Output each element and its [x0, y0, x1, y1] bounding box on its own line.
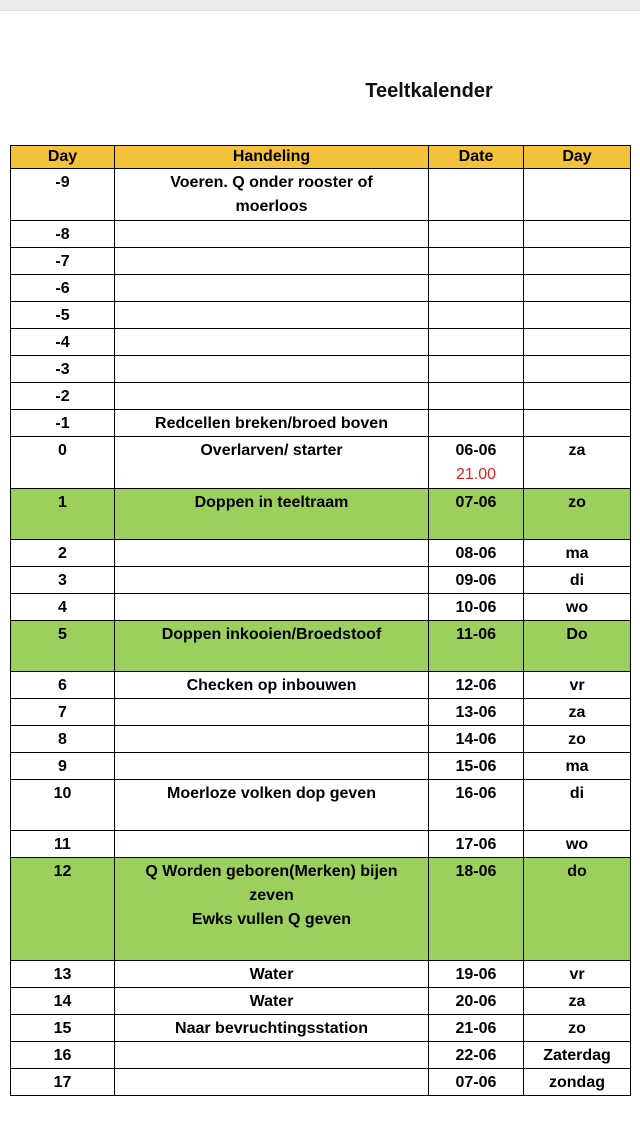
action-cell: [115, 672, 429, 699]
weekday-cell: zondag: [524, 1069, 631, 1096]
date-cell: [429, 275, 524, 302]
table-row: [11, 169, 631, 221]
action-line: Redcellen breken/broed boven: [155, 415, 388, 432]
day-cell: -3: [11, 356, 115, 383]
weekday-cell: di: [524, 780, 631, 831]
weekday-cell: Do: [524, 621, 631, 672]
date-cell: [429, 1042, 524, 1069]
action-cell: [115, 1015, 429, 1042]
day-cell: -2: [11, 383, 115, 410]
date-cell: [429, 961, 524, 988]
weekday-cell: [524, 329, 631, 356]
date-cell: [429, 1069, 524, 1096]
date-cell: [429, 489, 524, 540]
date-value: 08-06: [455, 545, 497, 562]
date-cell: [429, 169, 524, 221]
top-status-bar: [0, 0, 640, 11]
action-cell: [115, 961, 429, 988]
action-cell: [115, 988, 429, 1015]
action-cell: [115, 594, 429, 621]
date-cell: [429, 621, 524, 672]
header-action: Handeling: [115, 146, 429, 169]
weekday-cell: do: [524, 858, 631, 961]
day-cell: 11: [11, 831, 115, 858]
action-cell: [115, 831, 429, 858]
date-cell: [429, 594, 524, 621]
action-cell: [115, 699, 429, 726]
date-value: 12-06: [455, 677, 497, 694]
table-row: [11, 780, 631, 831]
action-cell: [115, 1042, 429, 1069]
action-line: zeven: [249, 887, 294, 904]
action-line: Checken op inbouwen: [186, 677, 357, 694]
date-value: 21-06: [455, 1020, 497, 1037]
table-row: [11, 672, 631, 699]
day-cell: 7: [11, 699, 115, 726]
day-cell: 4: [11, 594, 115, 621]
table-row: [11, 621, 631, 672]
weekday-cell: za: [524, 699, 631, 726]
table-header-row: [11, 146, 631, 169]
action-line: Ewks vullen Q geven: [191, 911, 352, 928]
date-cell: [429, 540, 524, 567]
day-cell: 2: [11, 540, 115, 567]
action-cell: [115, 410, 429, 437]
table-row: [11, 567, 631, 594]
date-value: 16-06: [455, 785, 497, 802]
weekday-cell: [524, 410, 631, 437]
day-cell: 1: [11, 489, 115, 540]
table-row: [11, 726, 631, 753]
weekday-cell: vr: [524, 961, 631, 988]
day-cell: 5: [11, 621, 115, 672]
weekday-cell: Zaterdag: [524, 1042, 631, 1069]
date-cell: [429, 672, 524, 699]
table-row: [11, 961, 631, 988]
weekday-cell: wo: [524, 831, 631, 858]
day-cell: 12: [11, 858, 115, 961]
day-cell: 10: [11, 780, 115, 831]
date-cell: [429, 858, 524, 961]
weekday-cell: [524, 248, 631, 275]
action-cell: [115, 248, 429, 275]
header-date: Date: [429, 146, 524, 169]
action-cell: [115, 383, 429, 410]
action-cell: [115, 780, 429, 831]
day-cell: 3: [11, 567, 115, 594]
action-cell: [115, 489, 429, 540]
date-cell: [429, 780, 524, 831]
action-line: Q Worden geboren(Merken) bijen: [145, 863, 398, 880]
date-cell: [429, 1015, 524, 1042]
date-cell: [429, 248, 524, 275]
action-cell: [115, 726, 429, 753]
date-cell: [429, 437, 524, 489]
date-value: 07-06: [455, 494, 497, 511]
action-cell: [115, 1069, 429, 1096]
weekday-cell: vr: [524, 672, 631, 699]
table-row: [11, 1042, 631, 1069]
table-row: [11, 594, 631, 621]
action-cell: [115, 858, 429, 961]
date-cell: [429, 221, 524, 248]
day-cell: -9: [11, 169, 115, 221]
action-cell: [115, 437, 429, 489]
table-row: [11, 1015, 631, 1042]
date-cell: [429, 356, 524, 383]
date-value: 18-06: [455, 863, 497, 880]
action-line: Water: [249, 966, 294, 983]
weekday-cell: zo: [524, 1015, 631, 1042]
action-cell: [115, 356, 429, 383]
date-value: 06-06: [455, 442, 497, 459]
date-value: 22-06: [455, 1047, 497, 1064]
action-cell: [115, 567, 429, 594]
action-line: Voeren. Q onder rooster of: [170, 174, 373, 191]
table-row: [11, 275, 631, 302]
weekday-cell: wo: [524, 594, 631, 621]
action-cell: [115, 540, 429, 567]
date-cell: [429, 699, 524, 726]
day-cell: 6: [11, 672, 115, 699]
date-value: 11-06: [455, 626, 497, 643]
date-value: 13-06: [455, 704, 497, 721]
weekday-cell: zo: [524, 489, 631, 540]
time-value: 21.00: [455, 466, 497, 483]
weekday-cell: za: [524, 437, 631, 489]
table-row: [11, 221, 631, 248]
day-cell: -4: [11, 329, 115, 356]
weekday-cell: ma: [524, 540, 631, 567]
date-cell: [429, 329, 524, 356]
day-cell: 14: [11, 988, 115, 1015]
table-row: [11, 356, 631, 383]
table-row: [11, 302, 631, 329]
day-cell: 9: [11, 753, 115, 780]
date-cell: [429, 753, 524, 780]
action-line: Naar bevruchtingsstation: [175, 1020, 368, 1037]
weekday-cell: [524, 275, 631, 302]
header-weekday: Day: [524, 146, 631, 169]
table-row: [11, 383, 631, 410]
weekday-cell: [524, 383, 631, 410]
day-cell: 13: [11, 961, 115, 988]
action-cell: [115, 621, 429, 672]
table-body: [11, 169, 631, 1096]
day-cell: -1: [11, 410, 115, 437]
date-cell: [429, 567, 524, 594]
table-row: [11, 831, 631, 858]
table-row: [11, 540, 631, 567]
action-line: Overlarven/ starter: [200, 442, 343, 459]
weekday-cell: [524, 169, 631, 221]
weekday-cell: di: [524, 567, 631, 594]
weekday-cell: ma: [524, 753, 631, 780]
action-cell: [115, 329, 429, 356]
day-cell: -7: [11, 248, 115, 275]
date-value: 10-06: [455, 599, 497, 616]
table-row: [11, 248, 631, 275]
table-row: [11, 753, 631, 780]
table-row: [11, 489, 631, 540]
page-title: Teeltkalender: [365, 80, 493, 102]
date-value: 17-06: [455, 836, 497, 853]
date-cell: [429, 726, 524, 753]
date-cell: [429, 302, 524, 329]
day-cell: -8: [11, 221, 115, 248]
date-value: 09-06: [455, 572, 497, 589]
header-day: Day: [11, 146, 115, 169]
date-value: 19-06: [455, 966, 497, 983]
table-row: [11, 437, 631, 489]
day-cell: 0: [11, 437, 115, 489]
action-cell: [115, 169, 429, 221]
weekday-cell: [524, 302, 631, 329]
date-cell: [429, 410, 524, 437]
day-cell: 16: [11, 1042, 115, 1069]
weekday-cell: za: [524, 988, 631, 1015]
action-line: Doppen inkooien/Broedstoof: [161, 626, 382, 643]
action-line: Water: [249, 993, 294, 1010]
weekday-cell: zo: [524, 726, 631, 753]
action-cell: [115, 753, 429, 780]
action-line: moerloos: [235, 198, 308, 215]
action-cell: [115, 302, 429, 329]
table-row: [11, 699, 631, 726]
day-cell: -6: [11, 275, 115, 302]
date-value: 07-06: [455, 1074, 497, 1091]
date-value: 14-06: [455, 731, 497, 748]
action-cell: [115, 275, 429, 302]
day-cell: -5: [11, 302, 115, 329]
date-value: 20-06: [455, 993, 497, 1010]
table-row: [11, 410, 631, 437]
table-row: [11, 329, 631, 356]
action-line: Moerloze volken dop geven: [167, 785, 376, 802]
date-cell: [429, 831, 524, 858]
date-cell: [429, 988, 524, 1015]
weekday-cell: [524, 356, 631, 383]
action-cell: [115, 221, 429, 248]
table-row: [11, 858, 631, 961]
weekday-cell: [524, 221, 631, 248]
date-value: 15-06: [455, 758, 497, 775]
cultivation-calendar-table: [10, 145, 631, 1096]
day-cell: 15: [11, 1015, 115, 1042]
table-row: [11, 1069, 631, 1096]
day-cell: 17: [11, 1069, 115, 1096]
day-cell: 8: [11, 726, 115, 753]
date-cell: [429, 383, 524, 410]
action-line: Doppen in teeltraam: [194, 494, 349, 511]
table-row: [11, 988, 631, 1015]
